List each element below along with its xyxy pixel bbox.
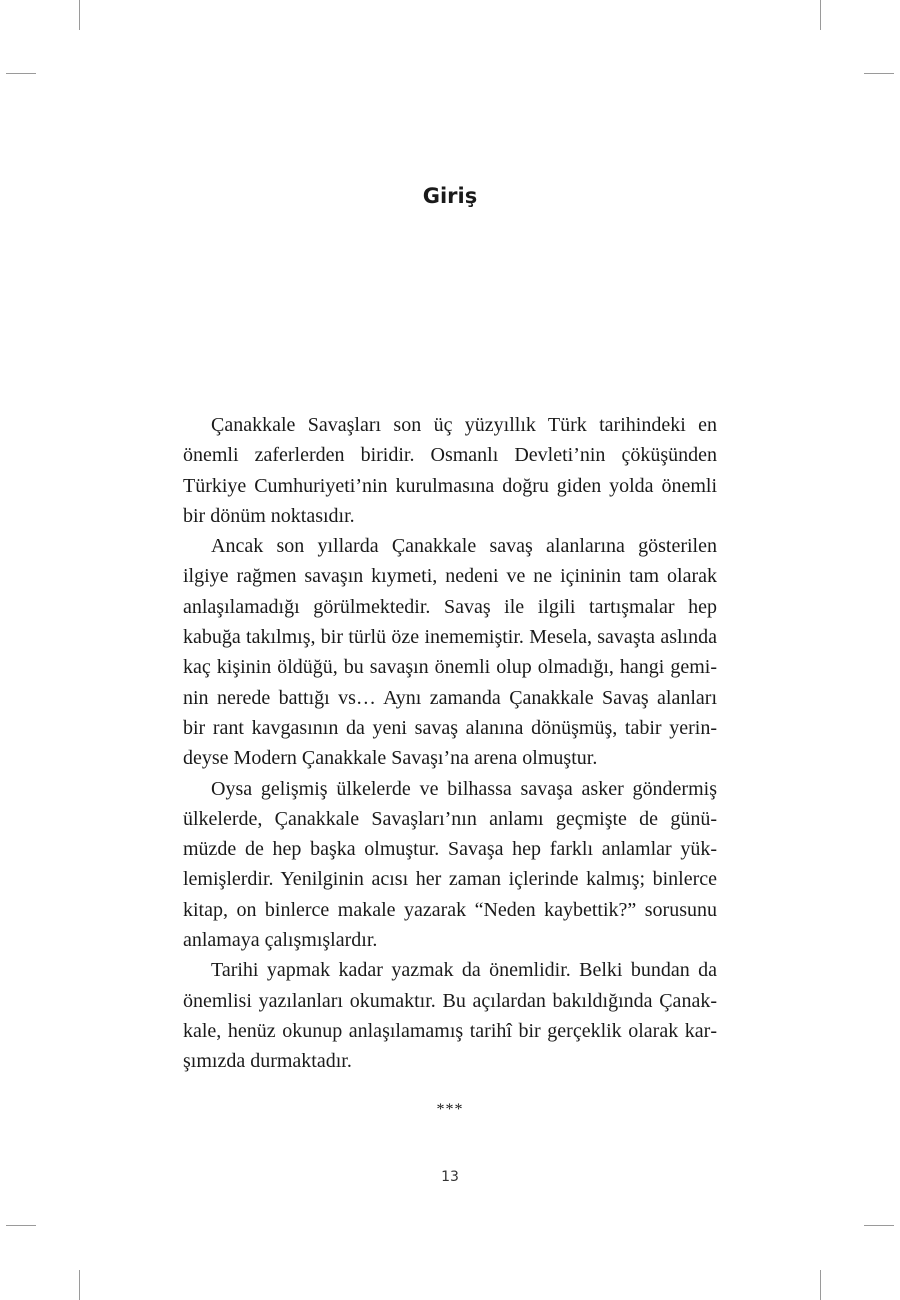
chapter-body	[183, 410, 717, 1077]
crop-mark-right-bottom	[864, 1225, 894, 1226]
section-separator: ***	[436, 1101, 464, 1118]
crop-mark-top-right	[820, 0, 821, 30]
crop-mark-bottom-right	[820, 1270, 821, 1300]
chapter-title: Giriş	[422, 184, 478, 208]
crop-mark-left-bottom	[6, 1225, 36, 1226]
paragraph-4: Tarihi yapmak kadar yazmak da önemlidir. Belki bundan da önemlisi yazılanları okumaktır. Bu açılardan bakıldığında Çanakkale, henüz okunup anlaşılamamış tarihî bir gerçeklik olarak karşımızda durmaktadır.	[183, 959, 717, 1073]
crop-mark-bottom-left	[79, 1270, 80, 1300]
crop-mark-top-left	[79, 0, 80, 30]
paragraph-3: Oysa gelişmiş ülkelerde ve bilhassa savaşa asker göndermiş ülkelerde, Çanakkale Savaşları’nın anlamı geçmişte de günümüzde de hep başka olmuştur. Savaşa hep farklı anlamlar yüklemişlerdir. Yenilginin acısı her zaman içlerinde kalmış; binlerce kitap, on binlerce makale yazarak “Neden kaybettik?” sorusunu anlamaya çalışmışlardır.	[183, 777, 717, 952]
crop-mark-right-top	[864, 73, 894, 74]
paragraph-2: Ancak son yıllarda Çanakkale savaş alanlarına gösterilen ilgiye rağmen savaşın kıymeti, nedeni ve ne içininin tam olarak anlaşılamadığı görülmektedir. Savaş ile ilgili tartışmalar hep kabuğa takılmış, bir türlü öze inememiştir. Mesela, savaşta aslında kaç kişinin öldüğü, bu savaşın önemli olup olmadığı, hangi geminin nerede battığı vs… Aynı zamanda Çanakkale Savaş alanları bir rant kavgasının da yeni savaş alanına dönüşmüş, tabir yerindeyse Modern Çanakkale Savaşı’na arena olmuştur.	[183, 535, 717, 770]
crop-mark-left-top	[6, 73, 36, 74]
paragraph-1: Çanakkale Savaşları son üç yüzyıllık Türk tarihindeki en önemli zaferlerden biridir. Osmanlı Devleti’nin çöküşünden Türkiye Cumhuriyeti’nin kurulmasına doğru giden yolda önemli bir dönüm noktasıdır.	[183, 414, 717, 527]
page-number: 13	[441, 1169, 459, 1185]
